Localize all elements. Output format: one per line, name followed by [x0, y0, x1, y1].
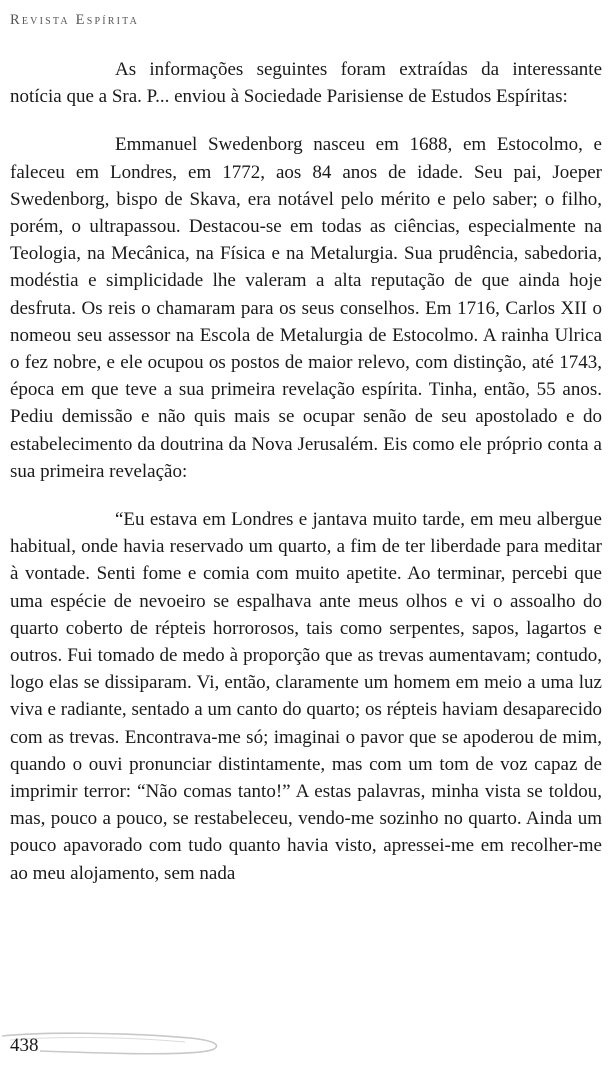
- page-body: [10, 56, 602, 887]
- page-number: 438: [10, 1035, 39, 1056]
- paragraph-introduction: As informações seguintes foram extraídas da interessante notícia que a Sra. P... enviou à Sociedade Parisiense de Estudos Espíritas:: [10, 59, 602, 108]
- running-head-title: Revista Espírita: [10, 12, 140, 28]
- paragraph-biography: Emmanuel Swedenborg nasceu em 1688, em Estocolmo, e faleceu em Londres, em 1772, aos 84 anos de idade. Seu pai, Joeper Swedenborg, bispo de Skava, era notável pelo mérito e pelo saber; o filho, porém, o ultrapassou. Destacou-se em todas as ciências, especialmente na Teologia, na Mecânica, na Física e na Metalurgia. Sua prudência, sabedoria, modéstia e simplicidade lhe valeram a alta reputação de que ainda hoje desfruta. Os reis o chamaram para os seus conselhos. Em 1716, Carlos XII o nomeou seu assessor na Escola de Metalurgia de Estocolmo. A rainha Ulrica o fez nobre, e ele ocupou os postos de maior relevo, com distinção, até 1743, época em que teve a sua primeira revelação espírita. Tinha, então, 55 anos. Pediu demissão e não quis mais se ocupar senão de seu apostolado e do estabelecimento da doutrina da Nova Jerusalém. Eis como ele próprio conta a sua primeira revelação:: [10, 134, 602, 482]
- paragraph-first-revelation-quote: “Eu estava em Londres e jantava muito tarde, em meu albergue habitual, onde havia reservado um quarto, a fim de ter liberdade para meditar à vontade. Senti fome e comia com muito apetite. Ao terminar, percebi que uma espécie de nevoeiro se espalhava ante meus olhos e vi o assoalho do quarto coberto de répteis horrorosos, tais como serpentes, sapos, lagartos e outros. Fui tomado de medo à proporção que as trevas aumentavam; contudo, logo elas se dissiparam. Vi, então, claramente um homem em meio a uma luz viva e radiante, sentado a um canto do quarto; os répteis haviam desaparecido com as trevas. Encontrava-me só; imaginai o pavor que se apoderou de mim, quando o ouvi pronunciar distintamente, mas com um tom de voz capaz de imprimir terror: “Não comas tanto!” A estas palavras, minha vista se toldou, mas, pouco a pouco, se restabeleceu, vendo-me sozinho no quarto. Ainda um pouco apavorado com tudo quanto havia visto, apressei-me em recolher-me ao meu alojamento, sem nada: [10, 509, 602, 884]
- page-footer: [10, 1030, 250, 1060]
- book-page: [10, 0, 602, 1065]
